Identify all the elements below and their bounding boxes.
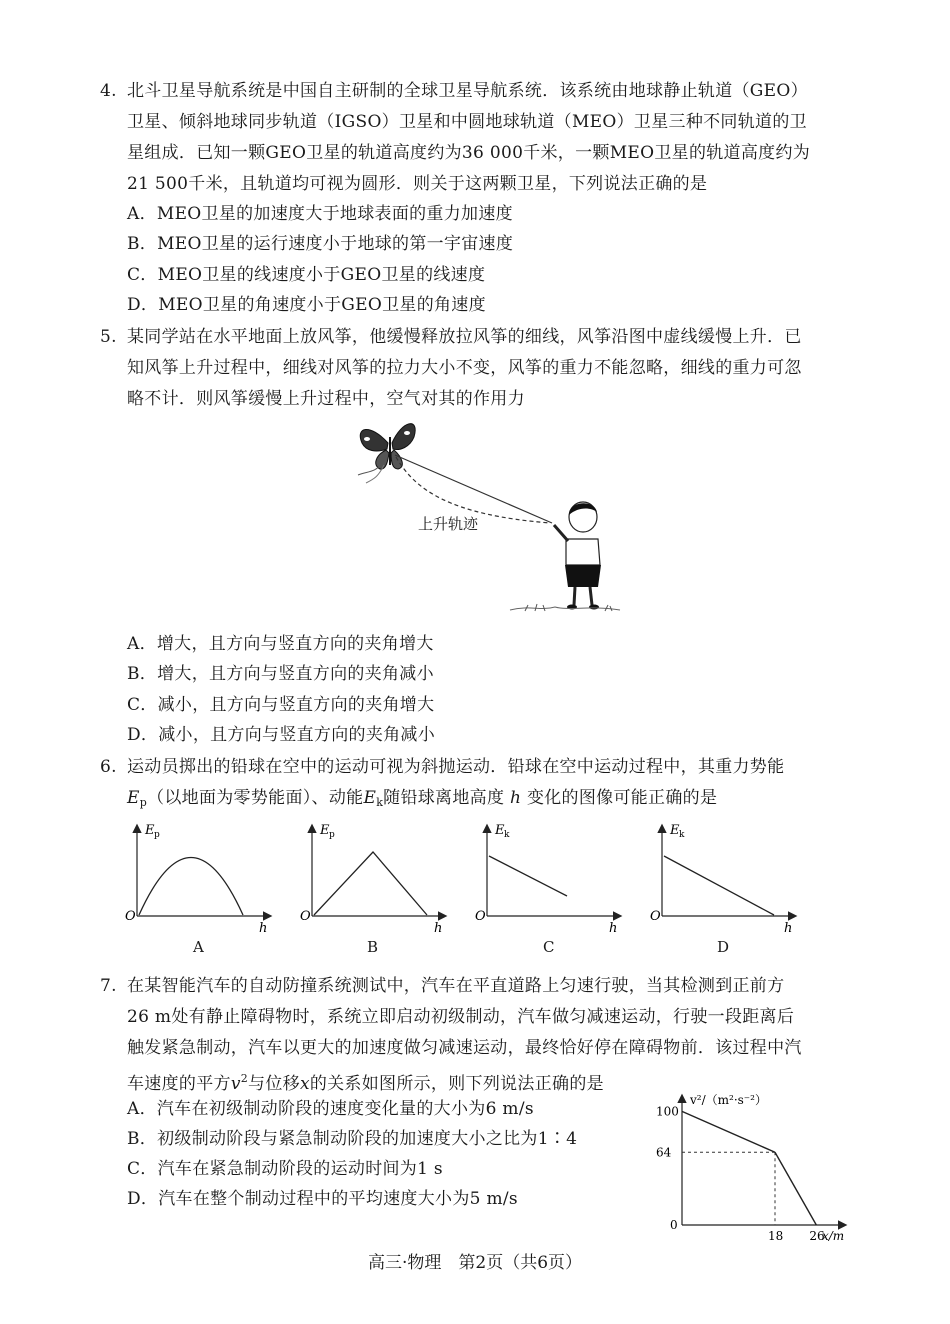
q7-text-4b: 与位移: [248, 1074, 300, 1094]
q6-text-1: 运动员掷出的铅球在空中的运动可视为斜抛运动．铅球在空中运动过程中，其重力势能: [127, 757, 785, 777]
q4-line-1: [100, 79, 808, 103]
q5-text-1: 某同学站在水平地面上放风筝，他缓慢释放拉风筝的细线，风筝沿图中虚线缓慢上升．已: [127, 327, 802, 347]
graph-d-caption: D: [717, 938, 730, 956]
chart-ylabel: v²/（m²·s⁻²）: [690, 1093, 767, 1107]
series-segment-1: [682, 1111, 775, 1152]
q4-text-1: 北斗卫星导航系统是中国自主研制的全球卫星导航系统．该系统由地球静止轨道（GEO）: [127, 81, 808, 101]
chart-origin: 0: [670, 1218, 678, 1232]
trajectory-label: 上升轨迹: [418, 515, 479, 533]
graph-b-line: [314, 852, 427, 915]
x-symbol: x: [299, 1074, 310, 1094]
q7-line-4: [127, 1067, 604, 1096]
graph-d-ylabel: E: [670, 823, 680, 838]
graph-d-origin: O: [650, 909, 661, 924]
q6-text-2d: 随铅球离地高度: [383, 788, 505, 808]
q4-option-c: C．MEO卫星的线速度小于GEO卫星的线速度: [127, 265, 486, 285]
q7-line-1: [100, 974, 784, 998]
graph-b-ysub: p: [329, 830, 335, 840]
q4-line-2: 卫星、倾斜地球同步轨道（IGSO）卫星和中圆地球轨道（MEO）卫星三种不同轨道的卫: [127, 112, 807, 132]
graph-b-origin: O: [300, 909, 311, 924]
q5-line-2: 知风筝上升过程中，细线对风筝的拉力大小不变，风筝的重力不能忽略，细线的重力可忽: [127, 358, 802, 378]
q4-option-b: B．MEO卫星的运行速度小于地球的第一宇宙速度: [127, 234, 514, 254]
q7-text-4c: 的关系如图所示，则下列说法正确的是: [309, 1074, 604, 1094]
q6-number: 6.: [100, 757, 117, 777]
graph-d-line: [664, 856, 774, 915]
graph-b-caption: B: [367, 938, 379, 956]
q7-line-3: 触发紧急制动，汽车以更大的加速度做匀减速运动，最终恰好停在障碍物前．该过程中汽: [127, 1038, 802, 1058]
series-segment-2: [775, 1152, 816, 1225]
q7-option-c: C．汽车在紧急制动阶段的运动时间为1 s: [127, 1159, 443, 1179]
graph-c-ysub: k: [504, 830, 510, 840]
boy-figure-icon: [510, 502, 620, 611]
graph-a-xlabel: h: [259, 921, 268, 936]
xtick-26: 26: [809, 1229, 825, 1243]
q5-number: 5.: [100, 327, 117, 347]
q5-line-3: 略不计．则风筝缓慢上升过程中，空气对其的作用力: [127, 389, 525, 409]
chart-xlabel: x/m: [822, 1229, 845, 1243]
q6-line-2: [127, 786, 717, 815]
ep-symbol: E: [127, 788, 140, 808]
graph-b-xlabel: h: [434, 921, 443, 936]
q7-line-2: 26 m处有静止障碍物时，系统立即启动初级制动，汽车做匀减速运动，行驶一段距离后: [127, 1007, 795, 1027]
graph-c-line: [489, 856, 567, 896]
v-superscript: 2: [240, 1072, 249, 1085]
q7-text-4a: 车速度的平方: [127, 1074, 231, 1094]
graph-c-caption: C: [543, 938, 555, 956]
ep-subscript: p: [139, 796, 148, 809]
q4-number: 4.: [100, 81, 117, 101]
q6-line-1: [100, 755, 784, 779]
page-footer: 高三·物理 第2页（共6页）: [367, 1253, 583, 1273]
graph-a-ysub: p: [154, 830, 160, 840]
graph-a-curve: [139, 858, 243, 916]
xtick-18: 18: [768, 1229, 784, 1243]
q6-text-2b: （以地面为零势能面）、动能: [147, 788, 364, 808]
graph-c-origin: O: [475, 909, 486, 924]
q7-option-b: B．初级制动阶段与紧急制动阶段的加速度大小之比为1∶4: [127, 1129, 578, 1149]
q5-option-c: C．减小，且方向与竖直方向的夹角增大: [127, 695, 435, 715]
graph-d-xlabel: h: [784, 921, 793, 936]
graph-a: [125, 820, 275, 938]
graph-b-ylabel: E: [320, 823, 330, 838]
v2-x-chart: [640, 1088, 855, 1248]
q4-option-d: D．MEO卫星的角速度小于GEO卫星的角速度: [127, 295, 486, 315]
butterfly-kite-icon: [358, 424, 415, 483]
graph-a-ylabel: E: [145, 823, 155, 838]
q5-line-1: [100, 325, 802, 349]
q7-option-d: D．汽车在整个制动过程中的平均速度大小为5 m/s: [127, 1189, 518, 1209]
ytick-64: 64: [656, 1145, 672, 1160]
q5-option-b: B．增大，且方向与竖直方向的夹角减小: [127, 664, 434, 684]
q7-option-a: A．汽车在初级制动阶段的速度变化量的大小为6 m/s: [127, 1099, 534, 1119]
q6-text-2f: 变化的图像可能正确的是: [526, 788, 718, 808]
kite-figure: [340, 415, 640, 620]
graph-c-ylabel: E: [495, 823, 505, 838]
graph-a-caption: A: [193, 938, 204, 956]
q5-option-a: A．增大，且方向与竖直方向的夹角增大: [127, 634, 434, 654]
q4-line-4: 21 500千米，且轨道均可视为圆形．则关于这两颗卫星，下列说法正确的是: [127, 174, 708, 194]
graph-b: [300, 820, 450, 938]
v-symbol: v: [230, 1074, 241, 1094]
graph-d: [650, 820, 800, 938]
q7-text-1: 在某智能汽车的自动防撞系统测试中，汽车在平直道路上匀速行驶，当其检测到正前方: [127, 976, 785, 996]
q7-number: 7.: [100, 976, 117, 996]
h-symbol: h: [509, 788, 522, 808]
graph-d-ysub: k: [679, 830, 685, 840]
ek-subscript: k: [376, 796, 384, 809]
q5-option-d: D．减小，且方向与竖直方向的夹角减小: [127, 725, 436, 745]
q4-line-3: 星组成．已知一颗GEO卫星的轨道高度约为36 000千米，一颗MEO卫星的轨道高度约为: [127, 143, 811, 163]
ek-symbol: E: [363, 788, 377, 808]
q4-option-a: A．MEO卫星的加速度大于地球表面的重力加速度: [127, 204, 513, 224]
graph-a-origin: O: [125, 909, 136, 924]
ytick-100: 100: [656, 1104, 679, 1119]
graph-c-xlabel: h: [609, 921, 618, 936]
graph-c: [475, 820, 625, 938]
